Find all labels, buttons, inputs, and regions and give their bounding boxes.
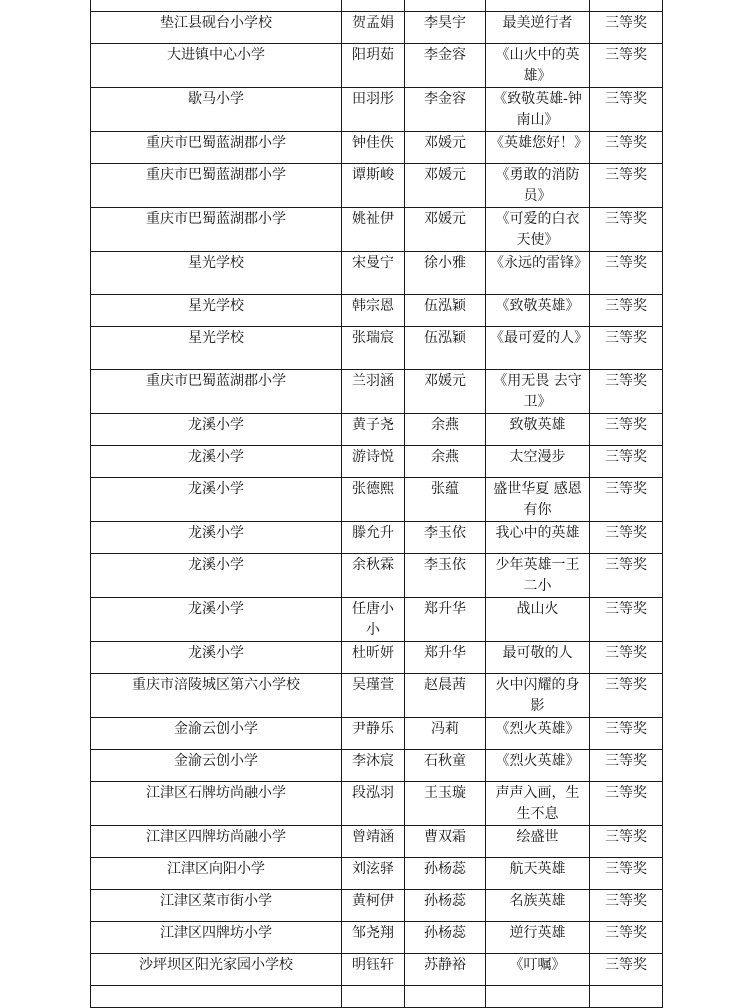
work-title-cell: 《山火中的英雄》 bbox=[486, 44, 590, 88]
student-cell: 余秋霖 bbox=[342, 554, 405, 598]
school-cell bbox=[91, 0, 342, 12]
award-cell: 三等奖 bbox=[590, 598, 663, 642]
school-cell: 江津区四牌坊尚融小学 bbox=[91, 826, 342, 858]
teacher-cell: 余燕 bbox=[405, 446, 486, 478]
award-cell: 三等奖 bbox=[590, 642, 663, 674]
work-title-cell: 《永远的雷锋》 bbox=[486, 252, 590, 295]
award-cell: 三等奖 bbox=[590, 922, 663, 954]
table-row bbox=[91, 890, 663, 922]
teacher-cell: 余燕 bbox=[405, 414, 486, 446]
table-row bbox=[91, 642, 663, 674]
table-row bbox=[91, 674, 663, 718]
school-cell: 江津区四牌坊小学 bbox=[91, 922, 342, 954]
work-title-cell bbox=[486, 986, 590, 1008]
work-title-cell: 太空漫步 bbox=[486, 446, 590, 478]
award-cell: 三等奖 bbox=[590, 782, 663, 826]
work-title-cell: 《勇敢的消防员》 bbox=[486, 164, 590, 208]
award-cell bbox=[590, 986, 663, 1008]
school-cell: 金渝云创小学 bbox=[91, 750, 342, 782]
student-cell bbox=[342, 0, 405, 12]
student-cell: 段泓羽 bbox=[342, 782, 405, 826]
table-row bbox=[91, 598, 663, 642]
school-cell: 江津区向阳小学 bbox=[91, 858, 342, 890]
student-cell: 曾靖涵 bbox=[342, 826, 405, 858]
table-row bbox=[91, 750, 663, 782]
award-cell: 三等奖 bbox=[590, 554, 663, 598]
work-title-cell: 火中闪耀的身影 bbox=[486, 674, 590, 718]
school-cell: 龙溪小学 bbox=[91, 414, 342, 446]
student-cell: 钟佳佚 bbox=[342, 132, 405, 164]
school-cell: 星光学校 bbox=[91, 295, 342, 327]
student-cell: 邹尧翔 bbox=[342, 922, 405, 954]
teacher-cell: 徐小雅 bbox=[405, 252, 486, 295]
school-cell: 大进镇中心小学 bbox=[91, 44, 342, 88]
table-row bbox=[91, 922, 663, 954]
table-row bbox=[91, 208, 663, 252]
student-cell: 李沐宸 bbox=[342, 750, 405, 782]
work-title-cell: 战山火 bbox=[486, 598, 590, 642]
table-row bbox=[91, 446, 663, 478]
award-cell: 三等奖 bbox=[590, 414, 663, 446]
school-cell: 星光学校 bbox=[91, 252, 342, 295]
award-cell: 三等奖 bbox=[590, 478, 663, 522]
school-cell bbox=[91, 986, 342, 1008]
table-row bbox=[91, 414, 663, 446]
teacher-cell: 李昊宇 bbox=[405, 12, 486, 44]
work-title-cell: 《致敬英雄-钟南山》 bbox=[486, 88, 590, 132]
school-cell: 重庆市涪陵城区第六小学校 bbox=[91, 674, 342, 718]
award-cell: 三等奖 bbox=[590, 164, 663, 208]
award-cell bbox=[590, 0, 663, 12]
work-title-cell: 《用无畏 去守卫》 bbox=[486, 370, 590, 414]
work-title-cell: 少年英雄一王二小 bbox=[486, 554, 590, 598]
teacher-cell: 张蕴 bbox=[405, 478, 486, 522]
award-cell: 三等奖 bbox=[590, 252, 663, 295]
teacher-cell: 孙杨蕊 bbox=[405, 922, 486, 954]
award-cell: 三等奖 bbox=[590, 12, 663, 44]
teacher-cell: 李金容 bbox=[405, 44, 486, 88]
teacher-cell: 王玉璇 bbox=[405, 782, 486, 826]
work-title-cell: 《英雄您好！》 bbox=[486, 132, 590, 164]
school-cell: 金渝云创小学 bbox=[91, 718, 342, 750]
work-title-cell: 《致敬英雄》 bbox=[486, 295, 590, 327]
student-cell: 杜昕妍 bbox=[342, 642, 405, 674]
teacher-cell: 邓媛元 bbox=[405, 164, 486, 208]
student-cell: 田羽彤 bbox=[342, 88, 405, 132]
student-cell: 滕允升 bbox=[342, 522, 405, 554]
award-table bbox=[90, 0, 663, 1008]
student-cell: 尹静乐 bbox=[342, 718, 405, 750]
table-row-cut-top bbox=[91, 0, 663, 12]
school-cell: 沙坪坝区阳光家园小学校 bbox=[91, 954, 342, 986]
teacher-cell: 邓媛元 bbox=[405, 132, 486, 164]
teacher-cell: 邓媛元 bbox=[405, 208, 486, 252]
work-title-cell: 最美逆行者 bbox=[486, 12, 590, 44]
teacher-cell: 冯莉 bbox=[405, 718, 486, 750]
teacher-cell: 石秋童 bbox=[405, 750, 486, 782]
work-title-cell: 《叮嘱》 bbox=[486, 954, 590, 986]
teacher-cell bbox=[405, 986, 486, 1008]
award-cell: 三等奖 bbox=[590, 718, 663, 750]
student-cell: 黄子尧 bbox=[342, 414, 405, 446]
teacher-cell: 邓媛元 bbox=[405, 370, 486, 414]
table-row bbox=[91, 858, 663, 890]
student-cell: 张德熙 bbox=[342, 478, 405, 522]
table-row bbox=[91, 954, 663, 986]
table-row bbox=[91, 252, 663, 295]
table-row bbox=[91, 132, 663, 164]
award-cell: 三等奖 bbox=[590, 88, 663, 132]
teacher-cell: 郑升华 bbox=[405, 642, 486, 674]
school-cell: 重庆市巴蜀蓝湖郡小学 bbox=[91, 132, 342, 164]
school-cell: 龙溪小学 bbox=[91, 522, 342, 554]
table-row bbox=[91, 718, 663, 750]
award-cell: 三等奖 bbox=[590, 327, 663, 370]
work-title-cell bbox=[486, 0, 590, 12]
school-cell: 江津区菜市街小学 bbox=[91, 890, 342, 922]
table-row-cut-bottom bbox=[91, 986, 663, 1008]
work-title-cell: 逆行英雄 bbox=[486, 922, 590, 954]
student-cell: 刘泫驿 bbox=[342, 858, 405, 890]
award-cell: 三等奖 bbox=[590, 858, 663, 890]
table-row bbox=[91, 88, 663, 132]
award-cell: 三等奖 bbox=[590, 370, 663, 414]
table-row bbox=[91, 782, 663, 826]
school-cell: 龙溪小学 bbox=[91, 446, 342, 478]
student-cell: 吴瑾萱 bbox=[342, 674, 405, 718]
award-cell: 三等奖 bbox=[590, 522, 663, 554]
work-title-cell: 我心中的英雄 bbox=[486, 522, 590, 554]
teacher-cell: 孙杨蕊 bbox=[405, 890, 486, 922]
school-cell: 江津区石牌坊尚融小学 bbox=[91, 782, 342, 826]
award-cell: 三等奖 bbox=[590, 674, 663, 718]
student-cell: 黄柯伊 bbox=[342, 890, 405, 922]
work-title-cell: 名族英雄 bbox=[486, 890, 590, 922]
table-row bbox=[91, 522, 663, 554]
table-row bbox=[91, 44, 663, 88]
work-title-cell: 绘盛世 bbox=[486, 826, 590, 858]
work-title-cell: 航天英雄 bbox=[486, 858, 590, 890]
student-cell: 明钰轩 bbox=[342, 954, 405, 986]
teacher-cell: 伍泓颖 bbox=[405, 295, 486, 327]
teacher-cell: 伍泓颖 bbox=[405, 327, 486, 370]
award-cell: 三等奖 bbox=[590, 890, 663, 922]
award-cell: 三等奖 bbox=[590, 295, 663, 327]
student-cell: 宋曼宁 bbox=[342, 252, 405, 295]
student-cell: 游诗悦 bbox=[342, 446, 405, 478]
work-title-cell: 《可爱的白衣天使》 bbox=[486, 208, 590, 252]
school-cell: 重庆市巴蜀蓝湖郡小学 bbox=[91, 164, 342, 208]
award-list-sheet bbox=[90, 0, 662, 1008]
school-cell: 歇马小学 bbox=[91, 88, 342, 132]
teacher-cell: 苏静裕 bbox=[405, 954, 486, 986]
school-cell: 龙溪小学 bbox=[91, 478, 342, 522]
teacher-cell: 孙杨蕊 bbox=[405, 858, 486, 890]
student-cell: 贺孟娟 bbox=[342, 12, 405, 44]
table-row bbox=[91, 826, 663, 858]
teacher-cell: 赵晨茜 bbox=[405, 674, 486, 718]
table-row bbox=[91, 478, 663, 522]
work-title-cell: 盛世华夏 感恩有你 bbox=[486, 478, 590, 522]
award-cell: 三等奖 bbox=[590, 446, 663, 478]
school-cell: 星光学校 bbox=[91, 327, 342, 370]
award-cell: 三等奖 bbox=[590, 826, 663, 858]
teacher-cell: 曹双霜 bbox=[405, 826, 486, 858]
teacher-cell: 李玉依 bbox=[405, 554, 486, 598]
student-cell: 阳玥茹 bbox=[342, 44, 405, 88]
teacher-cell bbox=[405, 0, 486, 12]
work-title-cell: 最可敬的人 bbox=[486, 642, 590, 674]
teacher-cell: 李玉依 bbox=[405, 522, 486, 554]
table-row bbox=[91, 164, 663, 208]
work-title-cell: 《最可爱的人》 bbox=[486, 327, 590, 370]
work-title-cell: 《烈火英雄》 bbox=[486, 750, 590, 782]
table-row bbox=[91, 370, 663, 414]
student-cell: 张瑞宸 bbox=[342, 327, 405, 370]
award-cell: 三等奖 bbox=[590, 750, 663, 782]
student-cell: 韩宗恩 bbox=[342, 295, 405, 327]
teacher-cell: 李金容 bbox=[405, 88, 486, 132]
table-row bbox=[91, 295, 663, 327]
award-cell: 三等奖 bbox=[590, 208, 663, 252]
table-row bbox=[91, 327, 663, 370]
table-row bbox=[91, 554, 663, 598]
table-row bbox=[91, 12, 663, 44]
award-cell: 三等奖 bbox=[590, 954, 663, 986]
award-cell: 三等奖 bbox=[590, 44, 663, 88]
student-cell: 兰羽涵 bbox=[342, 370, 405, 414]
student-cell: 任唐小小 bbox=[342, 598, 405, 642]
work-title-cell: 致敬英雄 bbox=[486, 414, 590, 446]
student-cell bbox=[342, 986, 405, 1008]
work-title-cell: 声声入画，生生不息 bbox=[486, 782, 590, 826]
award-cell: 三等奖 bbox=[590, 132, 663, 164]
award-table-body bbox=[91, 0, 663, 1008]
school-cell: 重庆市巴蜀蓝湖郡小学 bbox=[91, 208, 342, 252]
school-cell: 龙溪小学 bbox=[91, 642, 342, 674]
school-cell: 重庆市巴蜀蓝湖郡小学 bbox=[91, 370, 342, 414]
student-cell: 姚祉伊 bbox=[342, 208, 405, 252]
school-cell: 垫江县砚台小学校 bbox=[91, 12, 342, 44]
school-cell: 龙溪小学 bbox=[91, 598, 342, 642]
work-title-cell: 《烈火英雄》 bbox=[486, 718, 590, 750]
school-cell: 龙溪小学 bbox=[91, 554, 342, 598]
teacher-cell: 郑升华 bbox=[405, 598, 486, 642]
student-cell: 谭斯峻 bbox=[342, 164, 405, 208]
